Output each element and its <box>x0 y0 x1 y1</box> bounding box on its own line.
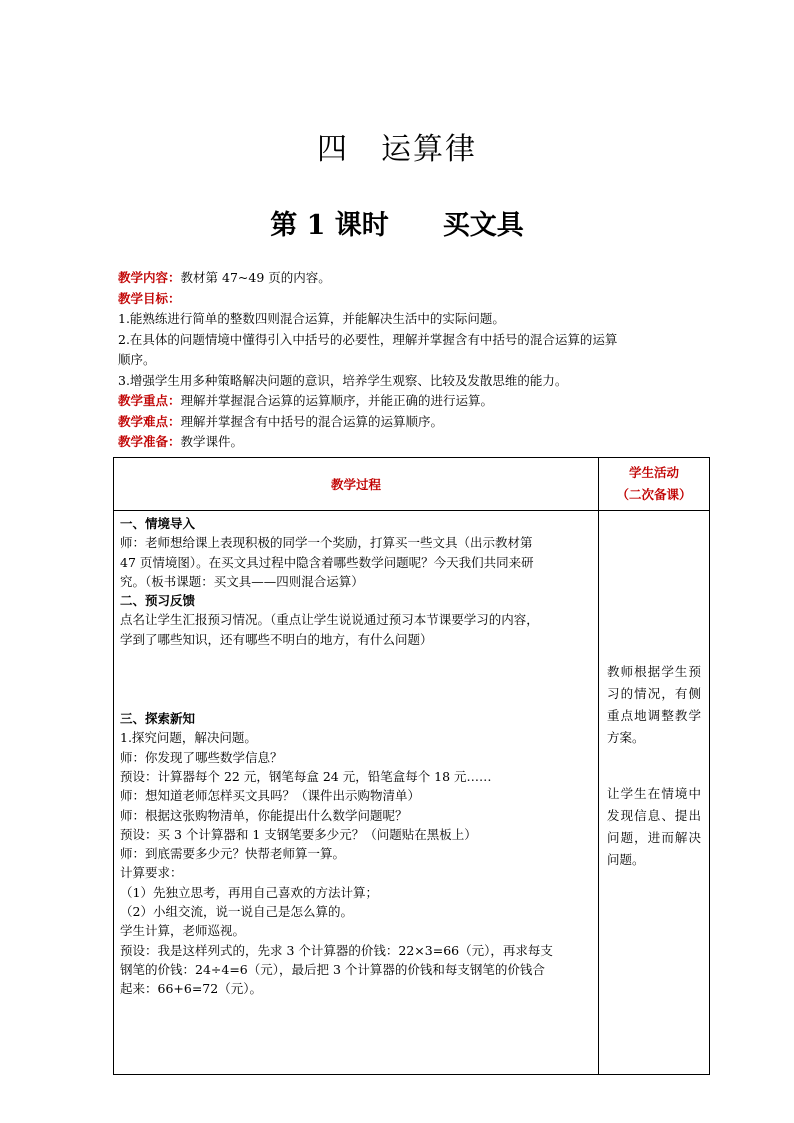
header-activity-line2: （二次备课） <box>616 487 692 502</box>
lesson-title: 第 1 课时 买文具 <box>270 210 524 241</box>
prep-line <box>118 432 698 453</box>
key-line <box>118 391 698 412</box>
section2-line: 学到了哪些知识，还有哪些不明白的地方，有什么问题） <box>120 631 433 647</box>
content-line <box>118 268 698 289</box>
content-label: 教学内容： <box>118 270 181 285</box>
section3-line: 预设：我是这样列式的，先求 3 个计算器的价钱：22×3=66（元），再求每支 <box>120 942 553 958</box>
section-gap <box>120 649 592 709</box>
goal-item: 顺序。 <box>118 352 156 367</box>
section3-line: 师：想知道老师怎样买文具吗？（课件出示购物清单） <box>120 788 421 804</box>
goal-item: 3.增强学生用多种策略解决问题的意识，培养学生观察、比较及发散思维的能力。 <box>118 372 568 388</box>
section3-line: （2）小组交流，说一说自己是怎么算的。 <box>120 904 353 920</box>
goals-line <box>118 289 698 310</box>
side-note-1: 教师根据学生预习的情况，有侧重点地调整教学方案。 <box>607 664 701 745</box>
section3-line: 1.探究问题，解决问题。 <box>120 730 257 746</box>
prep-label: 教学准备： <box>118 434 181 449</box>
section1-title: 一、情境导入 <box>120 516 196 531</box>
difficulty-line <box>118 412 698 433</box>
section3-line: （1）先独立思考，再用自己喜欢的方法计算； <box>120 884 378 900</box>
chapter-title: 四 运算律 <box>317 132 477 167</box>
lesson-meta <box>118 268 698 453</box>
section3-line: 预设：计算器每个 22 元，钢笔每盒 24 元，铅笔盒每个 18 元…… <box>120 768 492 784</box>
table-body-row <box>114 511 710 1075</box>
goal-item: 2.在具体的问题情境中懂得引入中括号的必要性，理解并掌握含有中括号的混合运算的运算 <box>118 331 618 347</box>
section2-title: 二、预习反馈 <box>120 593 196 609</box>
section1-line: 47 页情境图）。在买文具过程中隐含着哪些数学问题呢？今天我们共同来研 <box>120 554 534 570</box>
process-cell <box>114 511 599 1075</box>
goal-item: 1.能熟练进行简单的整数四则混合运算，并能解决生活中的实际问题。 <box>118 311 505 326</box>
goals-label: 教学目标： <box>118 290 181 306</box>
content-text: 教材第 47~49 页的内容。 <box>180 270 331 285</box>
section3-line: 计算要求： <box>120 865 183 881</box>
activity-cell <box>599 511 710 1075</box>
key-label: 教学重点： <box>118 393 181 408</box>
section1-line: 究。（板书课题：买文具——四则混合运算） <box>120 573 364 589</box>
side-note-2: 让学生在情境中发现信息、提出问题，进而解决问题。 <box>607 786 701 867</box>
table-header-row <box>114 458 710 511</box>
teaching-process-table <box>113 457 710 1075</box>
section3-line: 师：到底需要多少元？快帮老师算一算。 <box>120 846 346 862</box>
header-process: 教学过程 <box>114 458 599 511</box>
section1-line: 师：老师想给课上表现积极的同学一个奖励，打算买一些文具（出示教材第 <box>120 535 533 551</box>
section3-line: 师：你发现了哪些数学信息？ <box>120 749 283 765</box>
prep-text: 教学课件。 <box>180 434 244 449</box>
section3-line: 预设：买 3 个计算器和 1 支钢笔要多少元？（问题贴在黑板上） <box>120 826 477 842</box>
section3-line: 钢笔的价钱：24÷4=6（元），最后把 3 个计算器的价钱和每支钢笔的价钱合 <box>120 961 545 977</box>
header-activity <box>599 458 710 511</box>
section3-title: 三、探索新知 <box>120 711 196 727</box>
section2-line: 点名让学生汇报预习情况。（重点让学生说说通过预习本节课要学习的内容， <box>120 612 539 628</box>
section3-line: 师：根据这张购物清单，你能提出什么数学问题呢？ <box>120 807 408 823</box>
header-activity-line1: 学生活动 <box>628 465 679 480</box>
difficulty-label: 教学难点： <box>118 413 181 429</box>
key-text: 理解并掌握混合运算的运算顺序，并能正确的进行运算。 <box>180 393 494 408</box>
difficulty-text: 理解并掌握含有中括号的混合运算的运算顺序。 <box>180 413 444 429</box>
section3-line: 学生计算，老师巡视。 <box>120 923 246 939</box>
section3-line: 起来：66+6=72（元）。 <box>120 981 262 997</box>
